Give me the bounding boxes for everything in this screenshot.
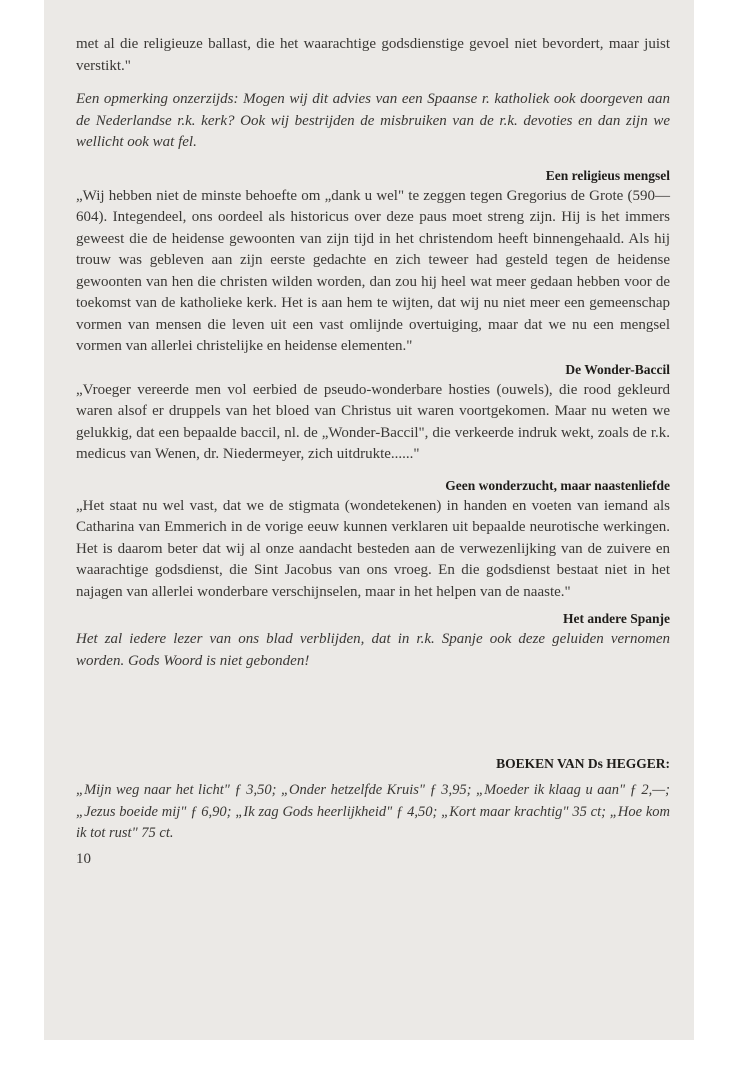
paragraph-quote-end: met al die religieuze ballast, die het waarachtige godsdienstige gevoel niet bevordert, maar juist verstikt." [76, 36, 670, 74]
section-heading-religious-mix: Een religieus mengsel [545, 167, 670, 183]
paragraph-hosties: „Vroeger vereerde men vol eerbied de pseudo-wonderbare hosties (ouwels), die rood gekleurd waren alsof er druppels van het bloed van Christus uit waren voortgekomen. Maar nu weten we gelukkig, dat een bepaalde baccil, nl. de „Wonder-Baccil", die verkeerde indruk wekt, zoals de r.k. medicus van Wenen, dr. Niedermeyer, zich uitdrukte......" [76, 381, 670, 462]
editorial-remark: Een opmerking onzerzijds: Mogen wij dit advies van een Spaanse r. katholiek ook doorgeven aan de Nederlandse r.k. kerk? Ook wij bestrijden de misbruiken van de r.k. devoties en dan zijn we wellicht ook wat fel. [76, 91, 670, 150]
section-heading-wonder-baccil: De Wonder-Baccil [565, 361, 670, 377]
page-content [76, 34, 670, 870]
books-heading: BOEKEN VAN Ds HEGGER: [496, 756, 670, 771]
paragraph-gregorius: „Wij hebben niet de minste behoefte om „dank u wel" te zeggen tegen Gregorius de Grote (590—604). Integendeel, ons oordeel als historicus over deze paus moet streng zijn. Hij is het immers geweest die de heidense gewoonten van zijn tijd in het christendom heeft binnengehaald. Als hij trouw was gebleven aan zijn eerste gedachte en zich teweer had gesteld tegen de heidense gewoonten van hen die christen wilden worden, dan zou hij heel wat meer gedaan hebben voor de toekomst van de katholieke kerk. Het is aan hem te wijten, dat wij nu niet meer een gemeenschap vormen van mensen die leven uit een vast omlijnde overtuiging, maar dat we nu een mengsel vormen van allerlei christelijke en heidense elementen." [76, 187, 670, 354]
section-heading-no-miracle-craze: Geen wonderzucht, maar naastenliefde [445, 477, 670, 493]
paragraph-stigmata: „Het staat nu wel vast, dat we de stigmata (wondetekenen) in handen en voeten van iemand als Catharina van Emmerich in de vorige eeuw kunnen verklaren uit bepaalde neurotische werkingen. Het is daarom beter dat wij al onze aandacht besteden aan de verwezenlijking van de zuivere en waarachtige godsdienst, die Sint Jacobus van ons vroeg. En die godsdienst bestaat niet in het najagen van allerlei wonderbare verschijnselen, maar in het helpen van de naaste." [76, 497, 670, 600]
page-number: 10 [76, 850, 91, 867]
closing-remark: Het zal iedere lezer van ons blad verblijden, dat in r.k. Spanje ook deze geluiden vernomen worden. Gods Woord is niet gebonden! [76, 631, 670, 669]
section-heading-other-spain: Het andere Spanje [563, 611, 670, 626]
page [44, 0, 694, 1040]
books-list: „Mijn weg naar het licht" ƒ 3,50; „Onder hetzelfde Kruis" ƒ 3,95; „Moeder ik klaag u aan" ƒ 2,—; „Jezus boeide mij" ƒ 6,90; „Ik zag Gods heerlijkheid" ƒ 4,50; „Kort maar krachtig" 35 ct; „Hoe kom ik tot rust" 75 ct. [76, 782, 670, 841]
